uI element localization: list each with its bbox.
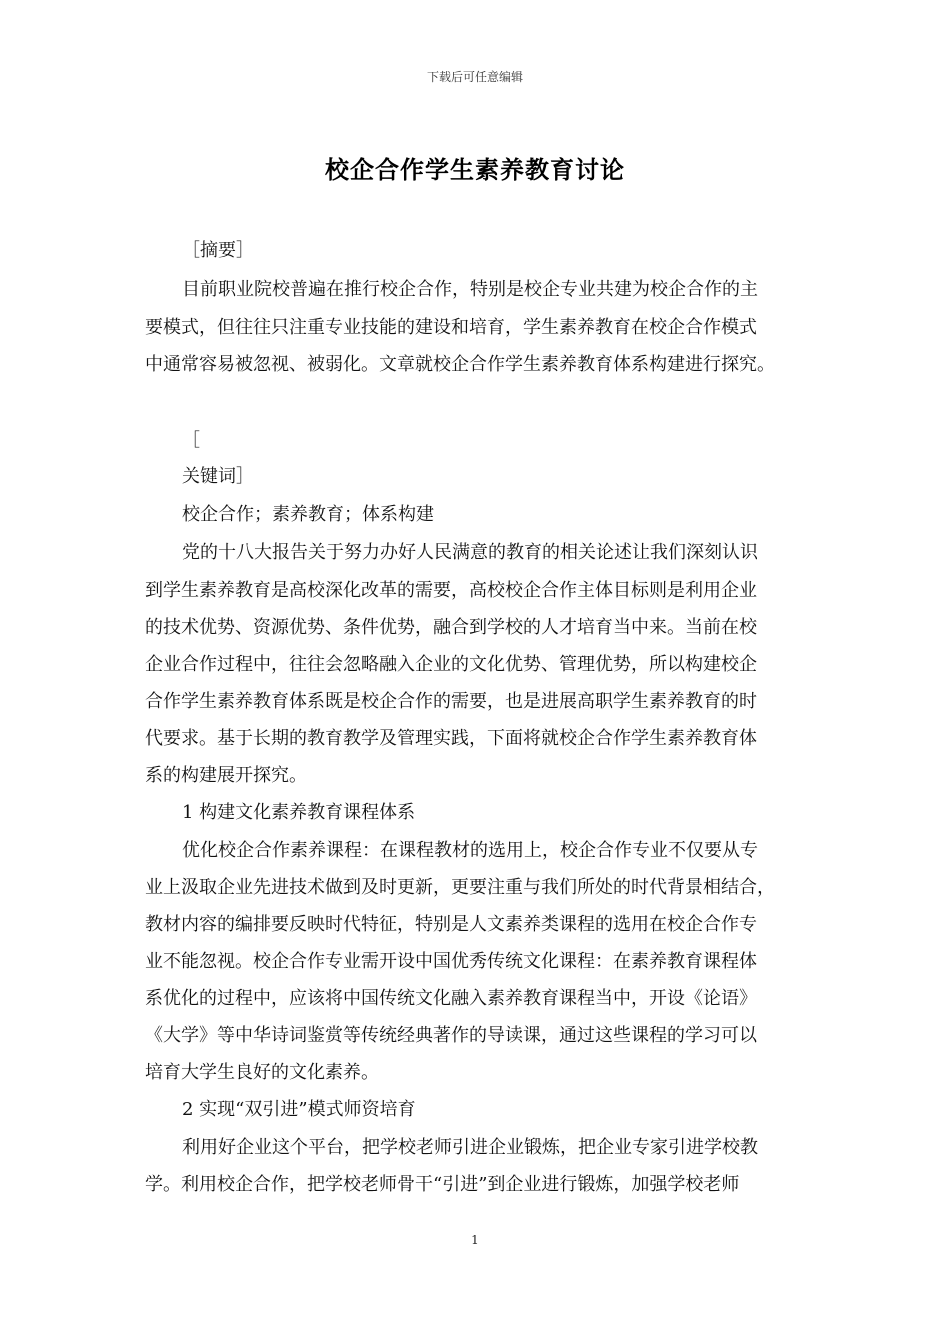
keywords-text: 校企合作；素养教育；体系构建 [182, 504, 434, 525]
section-heading: 1 构建文化素养教育课程体系 [182, 802, 416, 823]
paragraph-line: 系的构建展开探究。 [145, 765, 307, 786]
paragraph-line: 利用好企业这个平台，把学校老师引进企业锻炼，把企业专家引进学校教 [182, 1137, 758, 1158]
paragraph-line: 系优化的过程中，应该将中国传统文化融入素养教育课程当中，开设《论语》 [145, 988, 757, 1009]
keywords-bracket: ［ [182, 430, 200, 451]
paragraph-line: 优化校企合作素养课程：在课程教材的选用上，校企合作专业不仅要从专 [182, 840, 758, 861]
paragraph-line: 目前职业院校普遍在推行校企合作，特别是校企专业共建为校企合作的主 [182, 279, 758, 300]
paragraph-line: 的技术优势、资源优势、条件优势，融合到学校的人才培育当中来。当前在校 [145, 617, 757, 638]
paragraph-line: 要模式，但往往只注重专业技能的建设和培育，学生素养教育在校企合作模式 [145, 317, 757, 338]
paragraph-line: 学。利用校企合作，把学校老师骨干“引进”到企业进行锻炼，加强学校老师 [145, 1174, 740, 1195]
abstract-heading: ［摘要］ [182, 240, 254, 261]
paragraph-line: 中通常容易被忽视、被弱化。文章就校企合作学生素养教育体系构建进行探究。 [145, 354, 775, 375]
keywords-heading: 关键词］ [182, 466, 254, 487]
document-title: 校企合作学生素养教育讨论 [325, 156, 625, 184]
paragraph-line: 合作学生素养教育体系既是校企合作的需要，也是进展高职学生素养教育的时 [145, 691, 757, 712]
paragraph-line: 企业合作过程中，往往会忽略融入企业的文化优势、管理优势，所以构建校企 [145, 654, 757, 675]
paragraph-line: 业上汲取企业先进技术做到及时更新，更要注重与我们所处的时代背景相结合， [145, 877, 775, 898]
paragraph-line: 《大学》等中华诗词鉴赏等传统经典著作的导读课，通过这些课程的学习可以 [145, 1025, 757, 1046]
paragraph-line: 代要求。基于长期的教育教学及管理实践，下面将就校企合作学生素养教育体 [145, 728, 757, 749]
paragraph-line: 党的十八大报告关于努力办好人民满意的教育的相关论述让我们深刻认识 [182, 542, 758, 563]
paragraph-line: 业不能忽视。校企合作专业需开设中国优秀传统文化课程：在素养教育课程体 [145, 951, 757, 972]
paragraph-line: 教材内容的编排要反映时代特征，特别是人文素养类课程的选用在校企合作专 [145, 914, 757, 935]
section-heading: 2 实现“双引进”模式师资培育 [182, 1099, 416, 1120]
page-number: 1 [471, 1233, 479, 1247]
paragraph-line: 到学生素养教育是高校深化改革的需要，高校校企合作主体目标则是利用企业 [145, 580, 757, 601]
page-header: 下载后可任意编辑 [426, 70, 523, 84]
paragraph-line: 培育大学生良好的文化素养。 [145, 1062, 379, 1083]
